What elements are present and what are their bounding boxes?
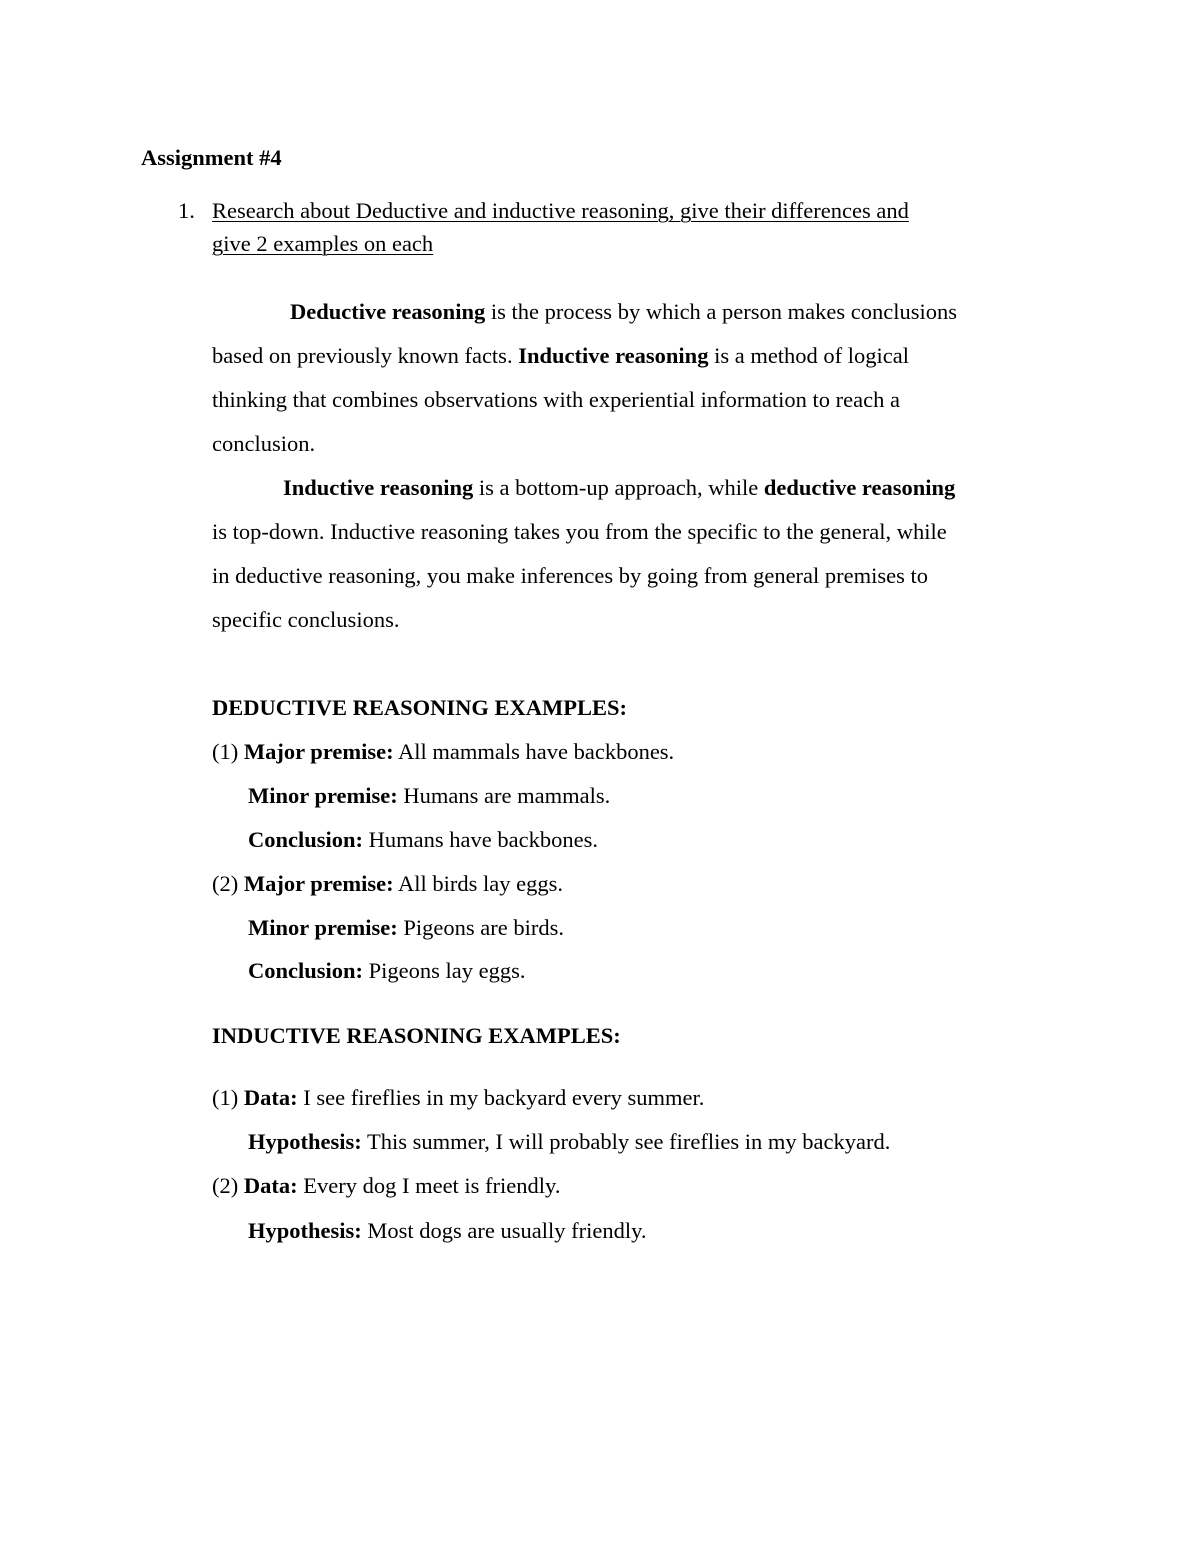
- deductive-example-1-conclusion: [248, 825, 598, 855]
- hypothesis-text: This summer, I will probably see fireflies in my backyard.: [361, 1129, 891, 1154]
- minor-premise-text: Pigeons are birds.: [397, 915, 564, 940]
- conclusion-text: Pigeons lay eggs.: [363, 958, 526, 983]
- deductive-heading: DEDUCTIVE REASONING EXAMPLES:: [212, 695, 628, 720]
- minor-premise-label: Minor premise:: [248, 915, 398, 940]
- deductive-example-2-minor: [248, 913, 564, 943]
- deductive-example-1-minor: [248, 781, 610, 811]
- paragraph-1-line-1: [290, 297, 957, 327]
- hypothesis-text: Most dogs are usually friendly.: [361, 1218, 647, 1243]
- paragraph-1-line-2: [212, 341, 909, 371]
- term-deductive-reasoning: Deductive reasoning: [290, 299, 486, 324]
- example-number: (1): [212, 739, 244, 764]
- term-deductive-reasoning: deductive reasoning: [763, 475, 956, 500]
- inductive-example-1-data: [212, 1083, 704, 1113]
- question-number: 1.: [178, 198, 195, 223]
- inductive-example-2-hypothesis: [248, 1216, 647, 1246]
- hypothesis-label: Hypothesis:: [248, 1129, 362, 1154]
- data-label: Data:: [243, 1173, 298, 1198]
- hypothesis-label: Hypothesis:: [248, 1218, 362, 1243]
- paragraph-text: is a method of logical: [708, 343, 910, 368]
- example-number: (1): [212, 1085, 244, 1110]
- deductive-example-2-conclusion: [248, 956, 526, 986]
- data-text: I see fireflies in my backyard every summer.: [297, 1085, 705, 1110]
- major-premise-label: Major premise:: [243, 739, 394, 764]
- deductive-example-1-major: [212, 737, 674, 767]
- paragraph-2-line-2: is top-down. Inductive reasoning takes you from the specific to the general, while: [212, 519, 947, 544]
- conclusion-text: Humans have backbones.: [363, 827, 598, 852]
- major-premise-text: All mammals have backbones.: [393, 739, 675, 764]
- paragraph-2-line-3: in deductive reasoning, you make inferences by going from general premises to: [212, 563, 929, 588]
- inductive-example-2-data: [212, 1171, 560, 1201]
- minor-premise-label: Minor premise:: [248, 783, 398, 808]
- deductive-example-2-major: [212, 869, 563, 899]
- data-label: Data:: [243, 1085, 298, 1110]
- example-number: (2): [212, 871, 244, 896]
- paragraph-text: is the process by which a person makes conclusions: [485, 299, 957, 324]
- example-number: (2): [212, 1173, 244, 1198]
- major-premise-label: Major premise:: [243, 871, 394, 896]
- term-inductive-reasoning: Inductive reasoning: [518, 343, 709, 368]
- paragraph-text: based on previously known facts.: [212, 343, 519, 368]
- paragraph-1-line-3: thinking that combines observations with experiential information to reach a: [212, 387, 900, 412]
- inductive-example-1-hypothesis: [248, 1127, 890, 1157]
- paragraph-1-line-4: conclusion.: [212, 431, 316, 456]
- paragraph-2-line-1: [283, 473, 955, 503]
- question-line-2: give 2 examples on each: [212, 231, 434, 256]
- term-inductive-reasoning: Inductive reasoning: [283, 475, 474, 500]
- conclusion-label: Conclusion:: [248, 958, 364, 983]
- paragraph-text: is a bottom-up approach, while: [473, 475, 764, 500]
- minor-premise-text: Humans are mammals.: [397, 783, 611, 808]
- inductive-heading: INDUCTIVE REASONING EXAMPLES:: [212, 1023, 621, 1048]
- page-title: Assignment #4: [141, 145, 282, 170]
- paragraph-2-line-4: specific conclusions.: [212, 607, 400, 632]
- conclusion-label: Conclusion:: [248, 827, 364, 852]
- major-premise-text: All birds lay eggs.: [393, 871, 563, 896]
- data-text: Every dog I meet is friendly.: [297, 1173, 561, 1198]
- question-line-1: Research about Deductive and inductive reasoning, give their differences and: [212, 198, 909, 223]
